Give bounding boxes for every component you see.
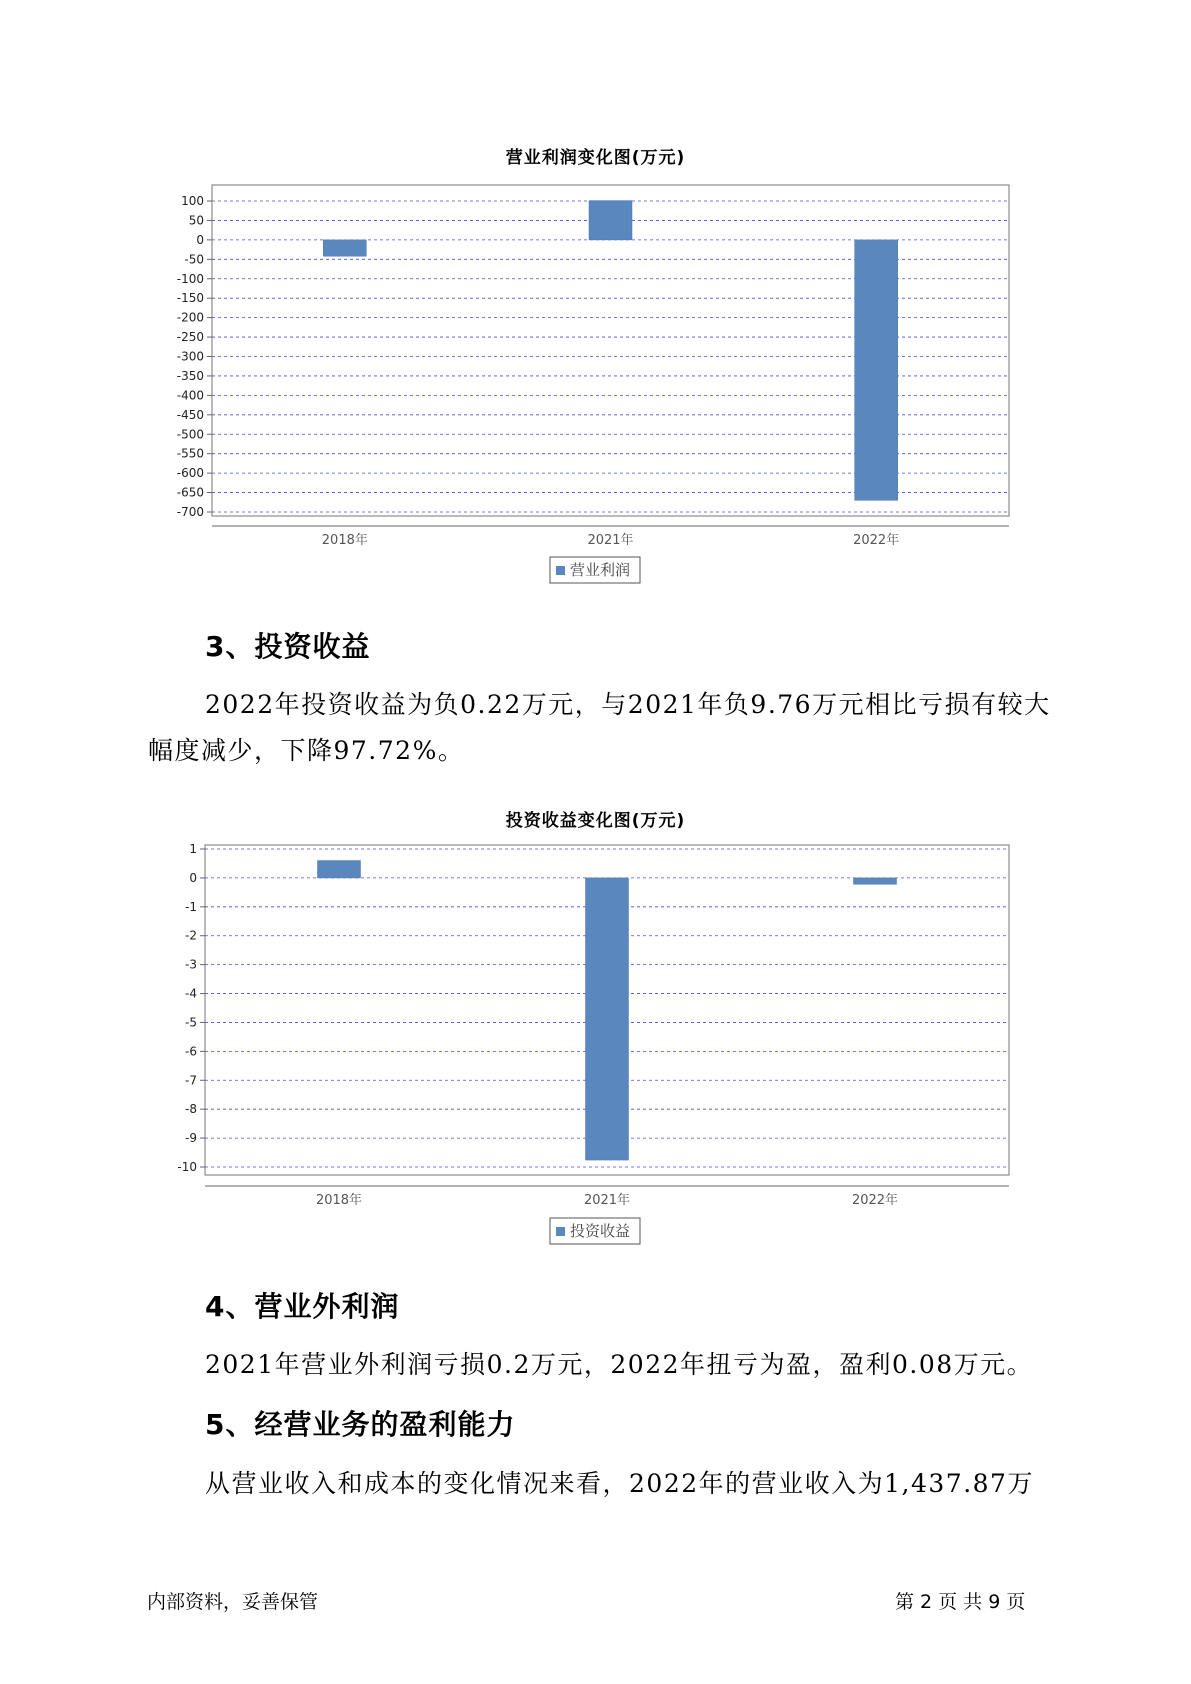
bar-2021年 bbox=[586, 878, 629, 1160]
x-tick-label: 2022年 bbox=[853, 533, 900, 548]
y-tick-label: -8 bbox=[185, 1102, 197, 1117]
y-tick-label: -350 bbox=[176, 368, 204, 383]
chart2-title: 投资收益变化图(万元) bbox=[505, 811, 686, 831]
legend-label: 投资收益 bbox=[570, 1222, 631, 1240]
y-tick-label: -200 bbox=[176, 310, 204, 325]
section3-line1: 2022年投资收益为负0.22万元，与2021年负9.76万元相比亏损有较大 bbox=[205, 690, 1051, 719]
y-tick-label: -500 bbox=[176, 427, 204, 442]
x-tick-label: 2018年 bbox=[321, 533, 368, 548]
legend-swatch bbox=[556, 1227, 565, 1236]
y-tick-label: -4 bbox=[185, 986, 197, 1001]
section5-line1: 从营业收入和成本的变化情况来看，2022年的营业收入为1,437.87万 bbox=[205, 1469, 1034, 1498]
y-tick-label: 0 bbox=[196, 232, 204, 247]
section5-heading: 5、经营业务的盈利能力 bbox=[205, 1408, 516, 1441]
y-tick-label: -700 bbox=[176, 505, 204, 519]
y-tick-label: -300 bbox=[176, 349, 204, 364]
x-tick-label: 2022年 bbox=[851, 1193, 899, 1208]
y-tick-label: -550 bbox=[176, 446, 204, 461]
y-tick-label: -2 bbox=[185, 928, 197, 943]
y-tick-label: -600 bbox=[176, 466, 204, 481]
y-tick-label: -150 bbox=[176, 291, 204, 306]
y-tick-label: -1 bbox=[185, 899, 197, 914]
y-tick-label: -100 bbox=[176, 271, 204, 286]
footer-page-number: 第 2 页 共 9 页 bbox=[895, 1591, 1026, 1613]
x-tick-label: 2018年 bbox=[315, 1193, 363, 1208]
y-tick-label: 100 bbox=[181, 194, 204, 208]
section4-line1: 2021年营业外利润亏损0.2万元，2022年扭亏为盈，盈利0.08万元。 bbox=[205, 1350, 1034, 1379]
y-tick-label: -50 bbox=[184, 252, 204, 267]
chart1-title: 营业利润变化图(万元) bbox=[505, 148, 686, 168]
legend-label: 营业利润 bbox=[570, 561, 631, 579]
y-tick-label: -3 bbox=[185, 957, 197, 972]
section4-heading: 4、营业外利润 bbox=[205, 1290, 400, 1323]
section3-heading: 3、投资收益 bbox=[205, 630, 371, 663]
y-tick-label: -9 bbox=[185, 1131, 197, 1146]
y-tick-label: 1 bbox=[189, 842, 197, 856]
footer-confidential-note: 内部资料，妥善保管 bbox=[147, 1591, 319, 1613]
y-tick-label: -650 bbox=[176, 485, 204, 500]
y-tick-label: -250 bbox=[176, 330, 204, 345]
y-tick-label: -450 bbox=[176, 407, 204, 422]
x-tick-label: 2021年 bbox=[583, 1193, 631, 1208]
y-tick-label: 0 bbox=[189, 870, 197, 885]
x-tick-label: 2021年 bbox=[587, 533, 634, 548]
y-tick-label: -5 bbox=[185, 1015, 197, 1030]
y-tick-label: 50 bbox=[188, 213, 204, 228]
y-tick-label: -10 bbox=[177, 1160, 197, 1174]
y-tick-label: -6 bbox=[185, 1044, 197, 1059]
bar-2022年 bbox=[854, 878, 897, 884]
y-tick-label: -400 bbox=[176, 388, 204, 403]
y-tick-label: -7 bbox=[185, 1073, 197, 1088]
section3-line2: 幅度减少，下降97.72%。 bbox=[148, 736, 465, 765]
bar-2018年 bbox=[318, 861, 361, 878]
